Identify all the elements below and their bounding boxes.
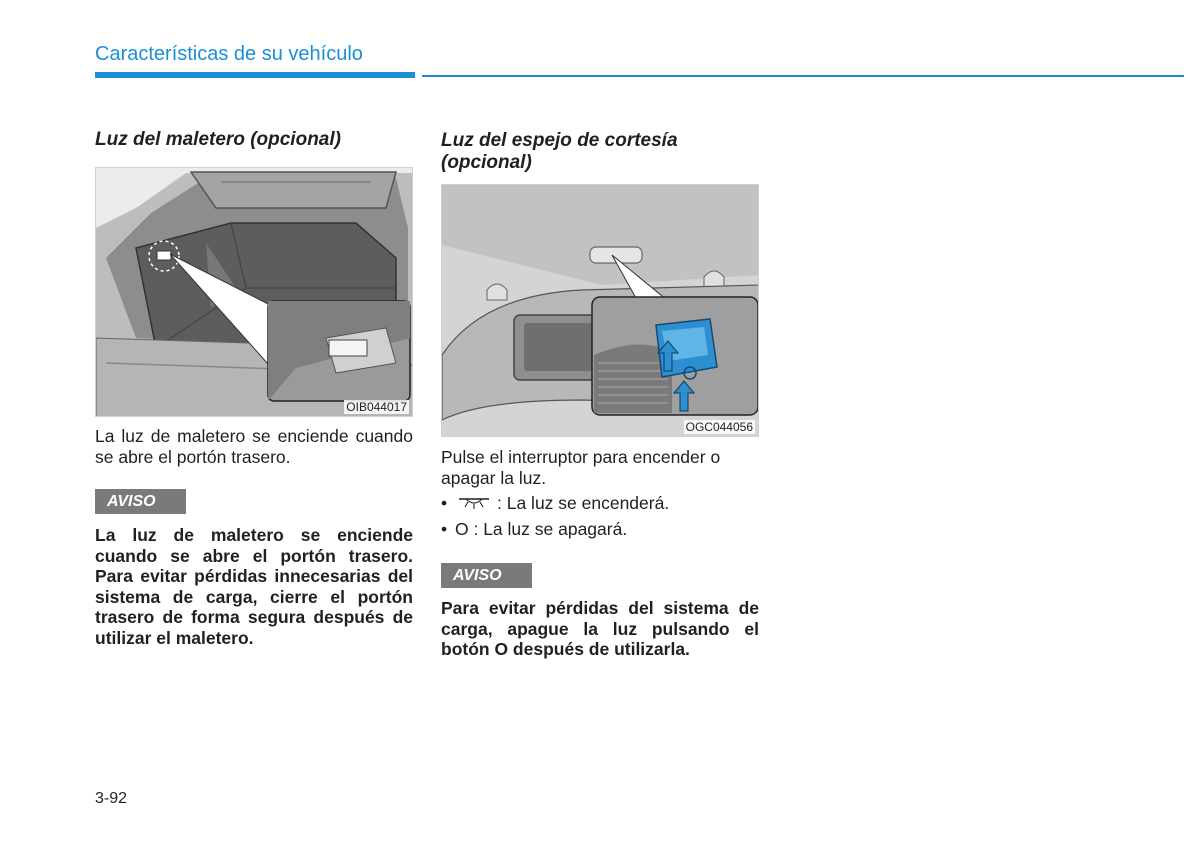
vanity-light-illustration <box>441 184 759 437</box>
page-number: 3-92 <box>95 790 128 807</box>
lamp-on-icon <box>457 494 491 515</box>
vanity-illustration-svg <box>442 185 759 437</box>
bullet-lamp-off <box>441 519 759 540</box>
figure-code: OIB044017 <box>346 400 407 414</box>
bullet-text: : La luz se encenderá. <box>497 493 670 513</box>
section-heading-vanity-light: Luz del espejo de cortesía (opcional) <box>441 130 678 173</box>
header-rule-thin <box>422 75 1184 77</box>
bullet-text: O : La luz se apagará. <box>455 519 628 539</box>
bullet-symbol: • <box>441 519 448 539</box>
trunk-light-description: La luz de maletero se enciende cuando se abre el portón trasero. <box>95 426 413 467</box>
bullet-lamp-on <box>441 493 759 515</box>
trunk-light-illustration <box>95 167 413 417</box>
page-header-title: Características de su vehículo <box>95 43 363 65</box>
vanity-light-description: Pulse el interruptor para encender o apagar la luz. <box>441 447 721 488</box>
vanity-light-warning: Para evitar pérdidas del sistema de carga, apague la luz pulsando el botón O después de utilizarla. <box>441 598 759 659</box>
bullet-symbol: • <box>441 493 448 513</box>
trunk-illustration-svg <box>96 168 413 417</box>
warning-badge: AVISO <box>95 489 186 514</box>
warning-badge: AVISO <box>441 563 532 588</box>
trunk-light-warning: La luz de maletero se enciende cuando se abre el portón trasero. Para evitar pérdidas innecesarias del sistema de carga, cierre el portón trasero de forma segura después de utilizar el maletero. <box>95 525 413 648</box>
header-rule-thick <box>95 72 415 78</box>
section-heading-trunk-light: Luz del maletero (opcional) <box>95 129 341 150</box>
figure-code: OGC044056 <box>685 420 753 434</box>
